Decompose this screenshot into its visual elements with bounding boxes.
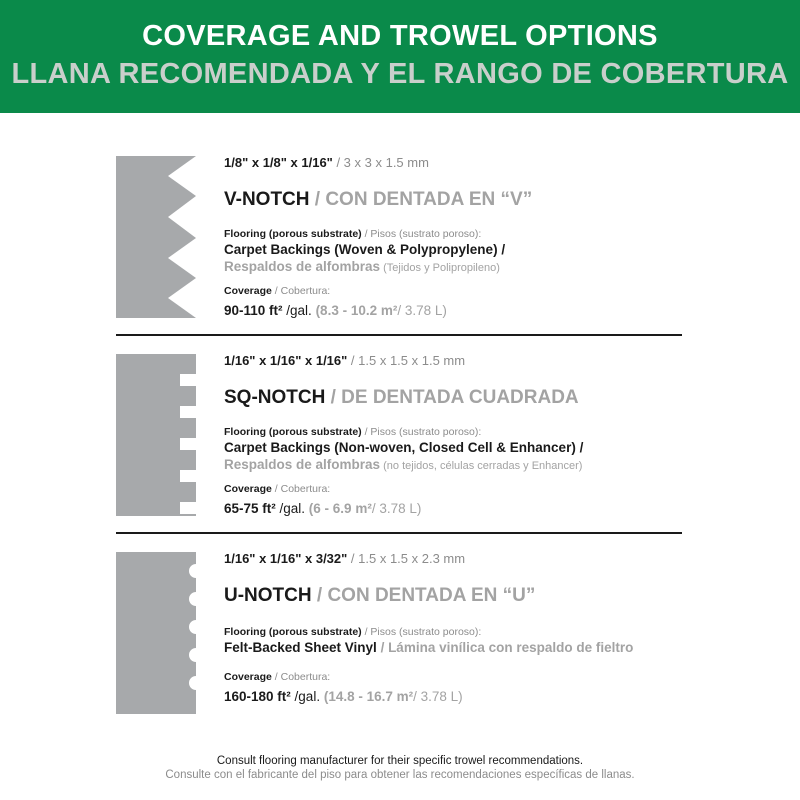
section-divider	[116, 532, 682, 534]
page-title-spanish: LLANA RECOMENDADA Y EL RANGO DE COBERTURA	[11, 58, 789, 90]
notch-dimensions: 1/8" x 1/8" x 1/16" / 3 x 3 x 1.5 mm	[224, 155, 429, 170]
flooring-value-spanish: Respaldos de alfombras (Tejidos y Polipropileno)	[224, 259, 500, 274]
flooring-value: Carpet Backings (Woven & Polypropylene) /	[224, 242, 506, 257]
flooring-value: Carpet Backings (Non-woven, Closed Cell & Enhancer) /	[224, 440, 584, 455]
notch-dimensions: 1/16" x 1/16" x 3/32" / 1.5 x 1.5 x 2.3 mm	[224, 551, 466, 566]
header-banner	[0, 0, 800, 113]
coverage-value: 65-75 ft² /gal. (6 - 6.9 m²/ 3.78 L)	[224, 501, 422, 516]
coverage-value: 160-180 ft² /gal. (14.8 - 16.7 m²/ 3.78 L)	[224, 689, 463, 704]
footer-note	[0, 755, 800, 781]
coverage-value: 90-110 ft² /gal. (8.3 - 10.2 m²/ 3.78 L)	[224, 303, 447, 318]
flooring-value: Felt-Backed Sheet Vinyl / Lámina vinílica con respaldo de fieltro	[224, 640, 634, 655]
notch-dimensions: 1/16" x 1/16" x 1/16" / 1.5 x 1.5 x 1.5 mm	[224, 353, 466, 368]
flooring-label: Flooring (porous substrate) / Pisos (sustrato poroso):	[224, 626, 482, 638]
notch-name: SQ-NOTCH / DE DENTADA CUADRADA	[224, 387, 579, 408]
u-notch-trowel-icon	[116, 552, 196, 714]
flooring-value-spanish: Respaldos de alfombras (no tejidos, células cerradas y Enhancer)	[224, 457, 583, 472]
notch-name: V-NOTCH / CON DENTADA EN “V”	[224, 189, 533, 210]
coverage-label: Coverage / Cobertura:	[224, 671, 331, 683]
section-divider	[116, 334, 682, 336]
flooring-label: Flooring (porous substrate) / Pisos (sustrato poroso):	[224, 228, 482, 240]
page-title: COVERAGE AND TROWEL OPTIONS	[142, 20, 658, 52]
square-notch-trowel-icon	[116, 354, 196, 516]
coverage-label: Coverage / Cobertura:	[224, 483, 331, 495]
footer-note-spanish: Consulte con el fabricante del piso para obtener las recomendaciones específicas de llanas.	[165, 769, 635, 781]
footer-note-english: Consult flooring manufacturer for their specific trowel recommendations.	[216, 755, 584, 767]
coverage-label: Coverage / Cobertura:	[224, 285, 331, 297]
flooring-label: Flooring (porous substrate) / Pisos (sustrato poroso):	[224, 426, 482, 438]
v-notch-trowel-icon	[116, 156, 196, 318]
notch-name: U-NOTCH / CON DENTADA EN “U”	[224, 585, 536, 606]
